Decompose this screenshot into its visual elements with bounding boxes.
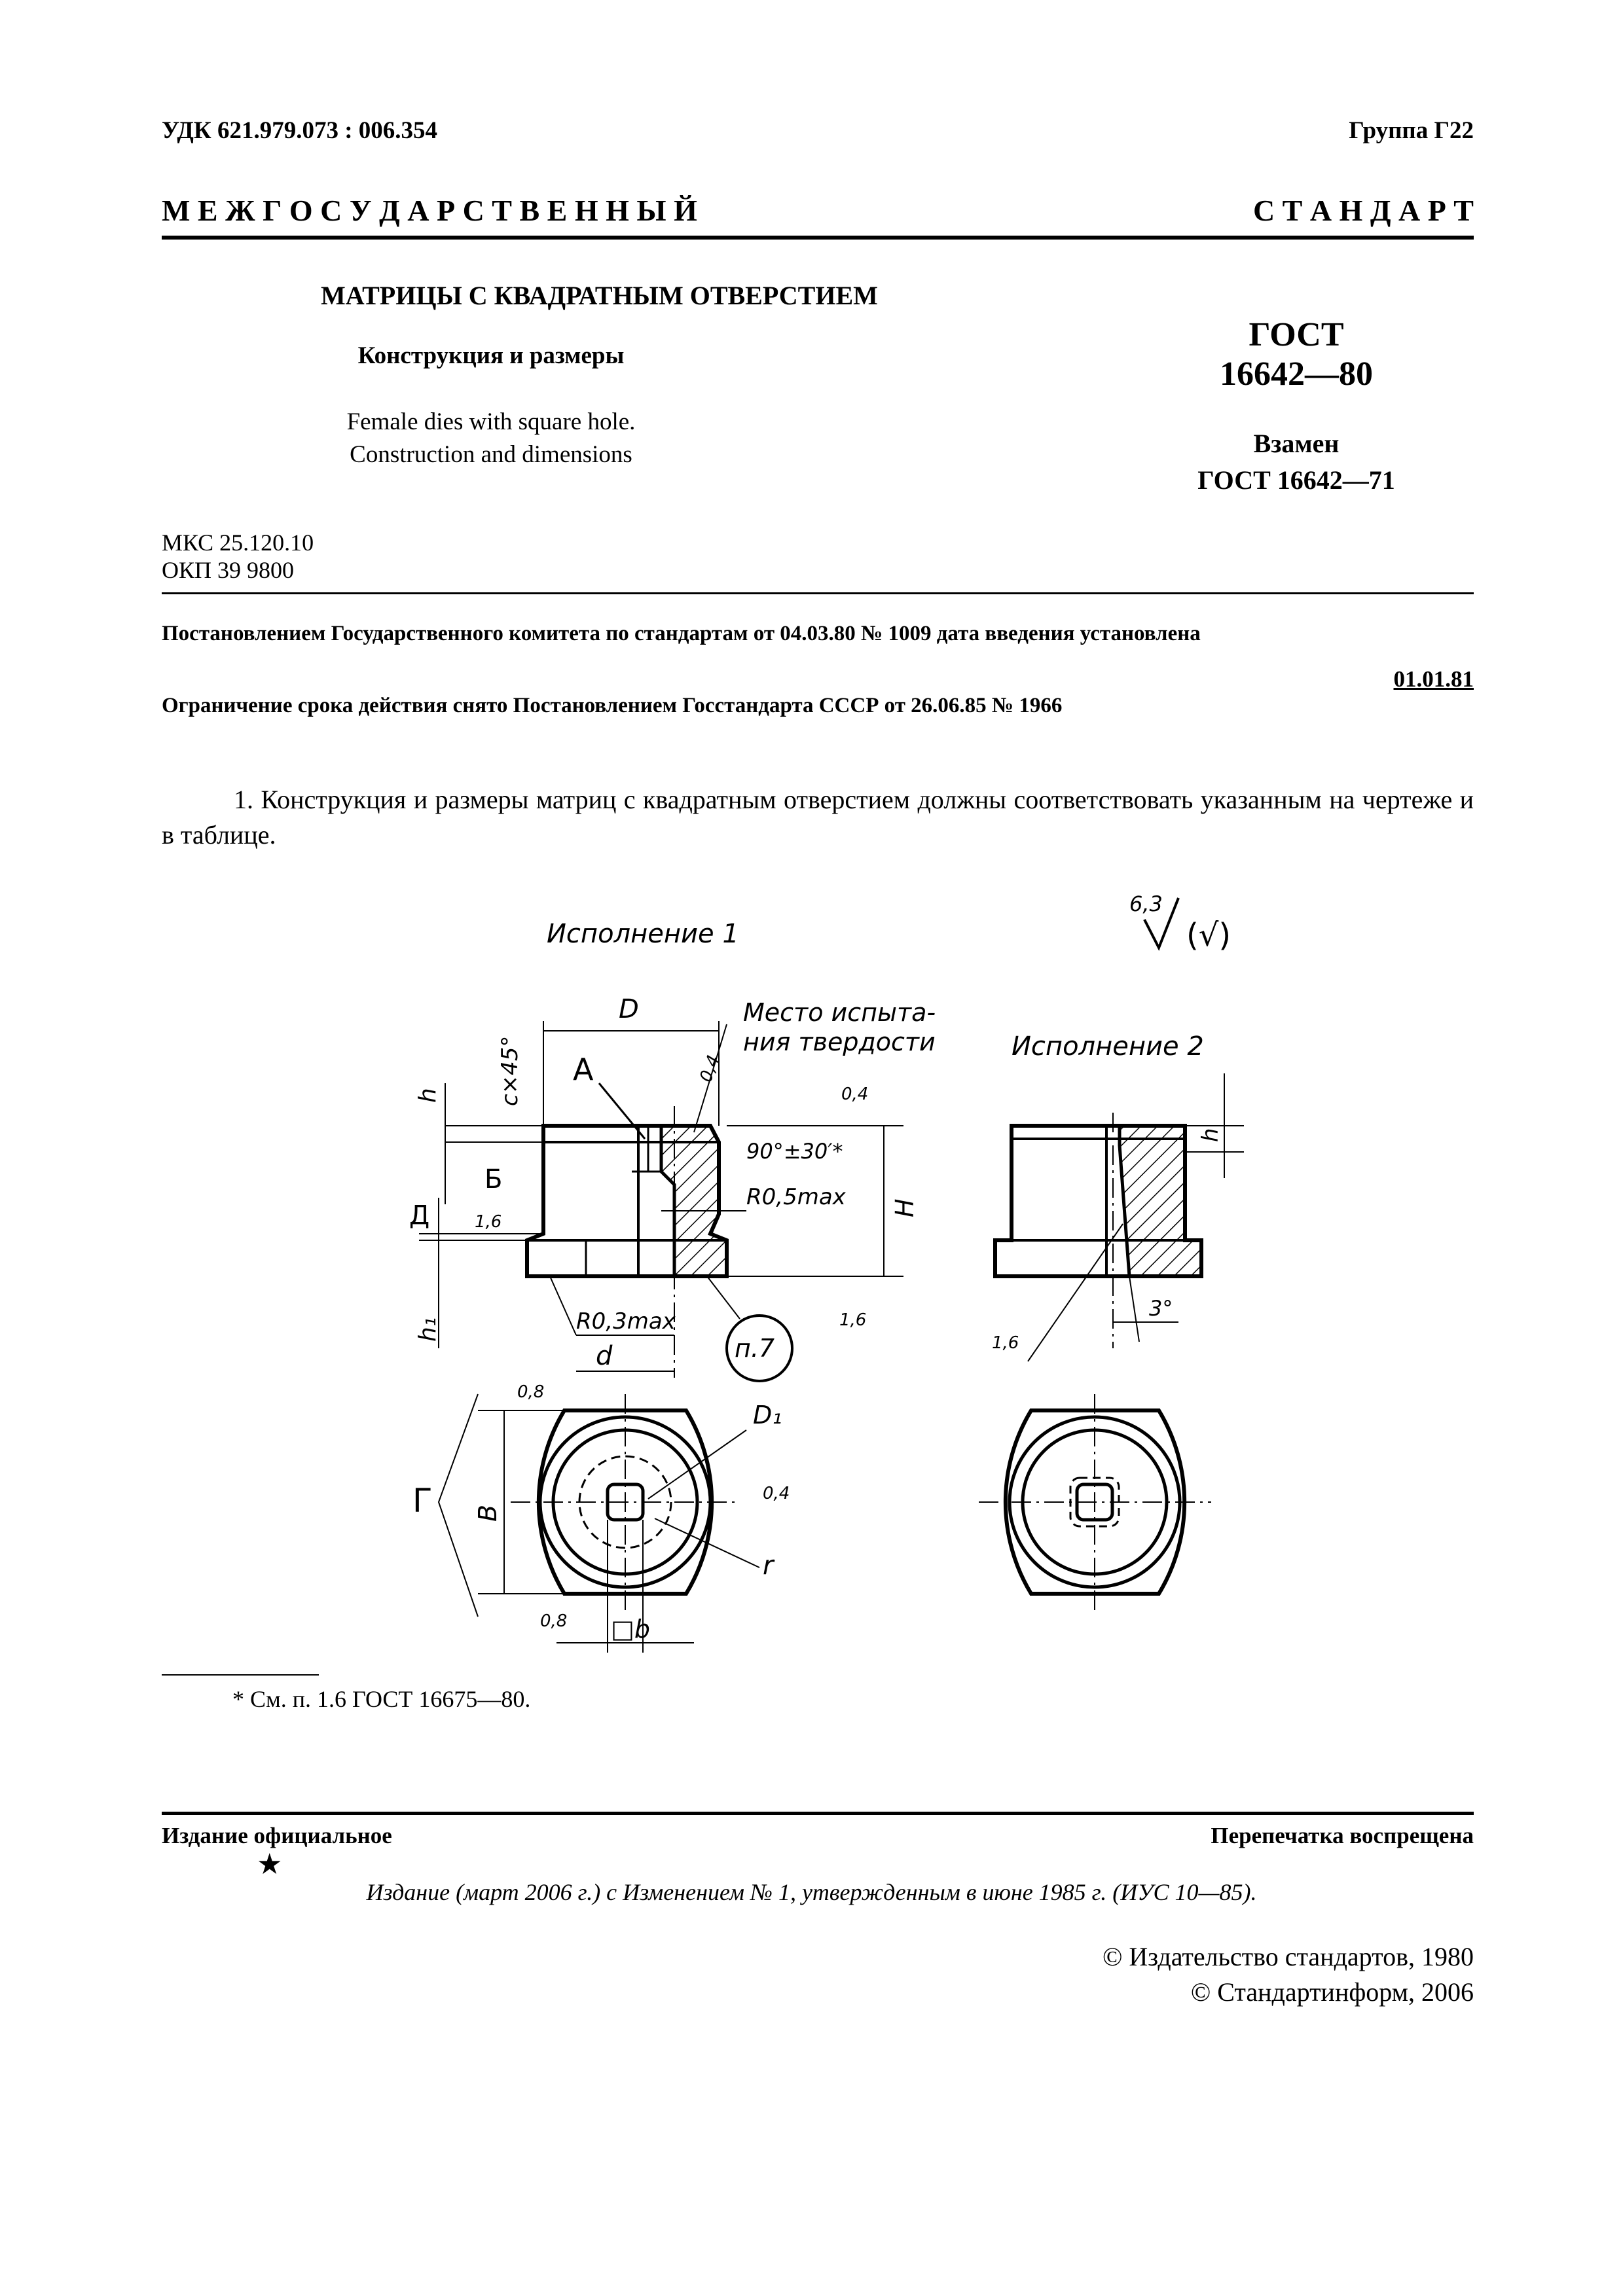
- roughness-0-4-a: 0,4: [841, 1085, 869, 1104]
- edition-note: Издание (март 2006 г.) с Изменением № 1, утвержденным в июне 1985 г. (ИУС 10—85).: [366, 1879, 1257, 1905]
- roughness-paren: (√): [1186, 917, 1231, 954]
- english-title-line-2: Construction and dimensions: [350, 441, 632, 468]
- roughness-1-6-c: 1,6: [992, 1333, 1019, 1353]
- star-icon: ★: [257, 1848, 283, 1880]
- document-subtitle: Конструкция и размеры: [357, 342, 625, 369]
- dim-angle-90: 90°±30′*: [746, 1139, 843, 1164]
- copyright-1: © Издательство стандартов, 1980: [1102, 1942, 1474, 1971]
- replaces-label: Взамен: [1253, 429, 1340, 458]
- dim-d: d: [596, 1341, 613, 1371]
- roughness-1-6-b: 1,6: [839, 1310, 867, 1330]
- view-label-G: Г: [412, 1482, 433, 1520]
- dim-D: D: [619, 994, 639, 1024]
- introduction-date: 01.01.81: [1393, 666, 1474, 692]
- banner-word-standard: С Т А Н Д А Р Т: [1252, 194, 1474, 227]
- dim-r: r: [763, 1551, 774, 1581]
- gost-label: ГОСТ: [1249, 316, 1344, 353]
- version-2-label: Исполнение 2: [1012, 1031, 1204, 1062]
- roughness-0-4-c: 0,4: [763, 1484, 790, 1503]
- roughness-1-6-a: 1,6: [475, 1212, 502, 1232]
- roughness-value: 6,3: [1129, 891, 1163, 916]
- hardness-test-place-line-2: ния твердости: [743, 1028, 936, 1056]
- dim-h1: h₁: [414, 1317, 441, 1342]
- version-1-section: [409, 994, 936, 1381]
- version-1-label: Исполнение 1: [547, 919, 739, 949]
- dim-h-v2: h: [1197, 1128, 1224, 1142]
- dim-angle-3: 3°: [1149, 1296, 1173, 1321]
- banner-word-interstate: М Е Ж Г О С У Д А Р С Т В Е Н Н Ы Й: [162, 194, 697, 227]
- copyright-block: [1103, 1939, 1474, 2010]
- english-title-line-1: Female dies with square hole.: [346, 408, 636, 435]
- note-reference-label: п.7: [735, 1334, 775, 1363]
- view-label-A: А: [573, 1052, 594, 1087]
- official-edition: Издание официальное: [162, 1823, 392, 1848]
- hardness-test-place-line-1: Место испыта-: [743, 998, 936, 1027]
- replaces-number: ГОСТ 16642—71: [1197, 465, 1395, 495]
- version-1-top-view: [412, 1382, 790, 1653]
- footer-rule: [162, 1812, 1474, 1815]
- roughness-0-8-a: 0,8: [517, 1382, 545, 1402]
- surface-label-B: Б: [484, 1164, 503, 1194]
- surface-label-D: Д: [409, 1200, 430, 1230]
- dim-chamfer: c×45°: [497, 1035, 523, 1106]
- paragraph-1: 1. Конструкция и размеры матриц с квадратным отверстием должны соответствовать указанным на чертеже и в таблице.: [162, 785, 1474, 850]
- gost-number: 16642—80: [1220, 355, 1373, 393]
- decree-text: Постановлением Государственного комитета по стандартам от 04.03.80 № 1009 дата введения установлена: [162, 622, 1201, 645]
- roughness-0-8-b: 0,8: [540, 1611, 568, 1631]
- group-code: Группа Г22: [1349, 117, 1474, 144]
- footnote: * См. п. 1.6 ГОСТ 16675—80.: [232, 1686, 531, 1712]
- dim-b: □b: [611, 1615, 651, 1643]
- copyright-2: © Стандартинформ, 2006: [1190, 1977, 1474, 2007]
- footnote-rule: [162, 1674, 319, 1676]
- dim-r05: R0,5max: [746, 1184, 846, 1210]
- mks-code: МКС 25.120.10: [162, 529, 314, 556]
- udk-code: УДК 621.979.073 : 006.354: [162, 117, 438, 144]
- dim-B: B: [473, 1504, 502, 1522]
- limit-text: Ограничение срока действия снято Постановлением Госстандарта СССР от 26.06.85 № 1966: [162, 694, 1063, 717]
- version-2-section: [992, 1073, 1244, 1361]
- dim-H: H: [890, 1198, 919, 1217]
- okp-code: ОКП 39 9800: [162, 557, 295, 583]
- document-title: МАТРИЦЫ С КВАДРАТНЫМ ОТВЕРСТИЕМ: [321, 281, 878, 310]
- dim-D1: D₁: [753, 1401, 782, 1429]
- dim-r03: R0,3max: [576, 1308, 676, 1335]
- version-2-top-view: [979, 1394, 1211, 1610]
- roughness-0-4-b: 0,4: [696, 1052, 724, 1085]
- reprint-prohibited: Перепечатка воспрещена: [1211, 1823, 1474, 1848]
- general-roughness-mark: [1129, 891, 1231, 954]
- dim-h: h: [414, 1088, 441, 1103]
